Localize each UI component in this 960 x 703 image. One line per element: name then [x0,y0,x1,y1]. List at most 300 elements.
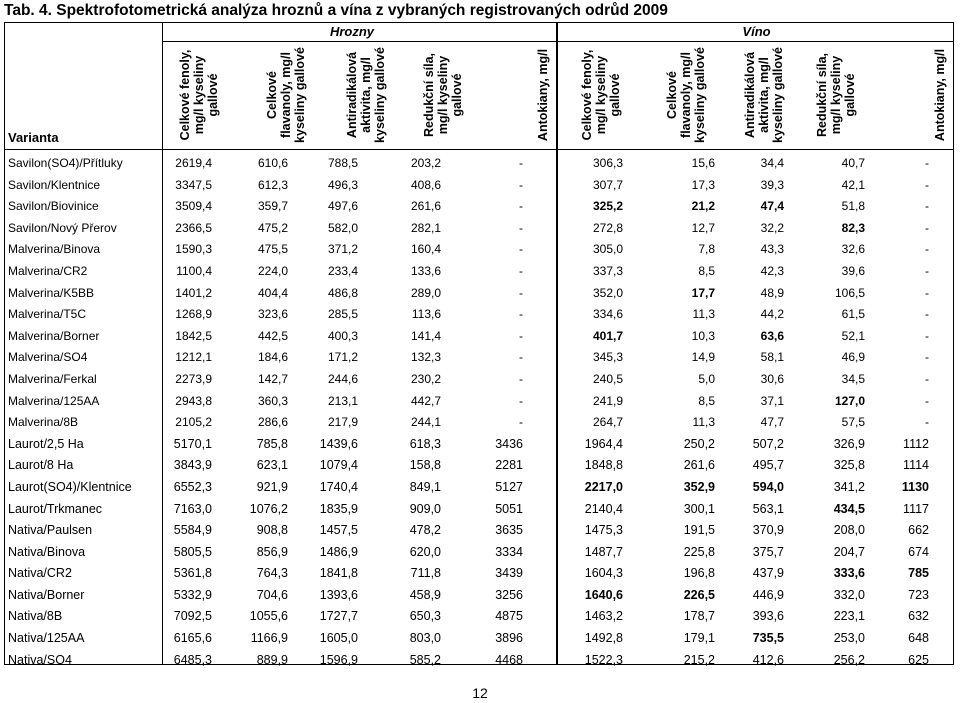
table-cell: 39,3 [760,177,784,192]
table-cell: 2619,4 [175,156,212,170]
table-cell: 662 [908,523,929,538]
table-cell: 1605,0 [319,631,358,646]
table-cell: 47,4 [760,199,784,214]
table-cell: 341,2 [833,479,865,494]
table-cell: 261,6 [683,458,715,473]
table-cell: 610,6 [257,156,288,170]
header-separator [4,149,954,150]
table-cell: 1740,4 [319,479,358,494]
table-cell: 332,0 [833,587,865,602]
table-cell: 7,8 [698,242,715,257]
table-cell: 594,0 [752,479,784,494]
table-cell: 2281 [495,458,523,473]
table-cell: 34,4 [760,156,784,170]
table-cell: 2273,9 [175,371,212,386]
table-cell: 179,1 [683,631,715,646]
table-cell: 1463,2 [584,609,623,624]
table-cell: 5051 [495,501,523,516]
table-cell: - [925,177,929,192]
table-row [4,455,954,477]
table-cell: 475,5 [257,242,288,257]
table-row [4,628,954,650]
table-cell: 3896 [495,631,523,646]
table-cell: 213,1 [327,393,358,408]
table-cell: - [519,156,523,170]
table-cell: 6165,6 [173,631,212,646]
table-cell: 495,7 [752,458,784,473]
table-cell: - [519,393,523,408]
table-cell: 1848,8 [584,458,623,473]
table-cell: 1486,9 [319,544,358,559]
table-cell: 1522,3 [584,652,623,667]
table-cell: 113,6 [411,307,441,322]
table-cell: 1114 [903,458,929,473]
table-cell: 215,2 [683,652,715,667]
table-cell: 264,7 [592,415,623,430]
table-cell: 196,8 [683,566,715,581]
table-cell: 132,3 [410,350,441,365]
table-cell: 285,5 [327,307,358,322]
table-row [4,434,954,456]
table-cell: 908,8 [256,523,288,538]
table-cell: 7163,0 [173,501,212,516]
table-cell: 208,0 [833,523,865,538]
table-row [4,347,954,369]
row-label: Nativa/125AA [8,631,85,646]
table-cell: 1596,9 [319,652,358,667]
table-cell: 282,1 [410,220,441,235]
row-label: Nativa/8B [8,609,63,624]
table-cell: 711,8 [410,566,441,581]
table-cell: 230,2 [410,371,441,386]
table-cell: 393,6 [752,609,784,624]
table-cell: 334,6 [592,307,623,322]
table-cell: 43,3 [760,242,784,257]
row-label: Laurot/2,5 Ha [8,436,84,451]
table-cell: 82,3 [841,220,865,235]
table-cell: 5332,9 [173,587,212,602]
table-cell: 184,6 [257,350,288,365]
table-cell: 7092,5 [173,609,212,624]
table-cell: 226,5 [683,587,715,602]
table-cell: 723 [908,587,929,602]
table-cell: - [519,263,523,278]
row-label: Nativa/SO4 [8,652,72,667]
table-cell: 1604,3 [584,566,623,581]
table-cell: 261,6 [410,199,441,214]
table-cell: 3256 [495,587,523,602]
table-cell: 3439 [495,566,523,581]
row-label: Malverina/Borner [8,328,100,343]
table-cell: 1130 [901,479,929,494]
column-header-label: Antokiany, mg/l [536,48,550,142]
table-cell: 158,8 [409,458,441,473]
table-cell: 286,6 [257,415,288,430]
table-cell: 486,8 [327,285,358,300]
table-cell: 1055,6 [249,609,288,624]
table-cell: 2943,8 [175,393,212,408]
table-row [4,520,954,542]
table-cell: 4468 [495,652,523,667]
table-cell: 14,9 [691,350,715,365]
table-cell: 735,5 [752,631,784,646]
table-cell: 40,7 [841,156,865,170]
table-cell: 371,2 [327,242,358,257]
table-cell: 42,1 [841,177,865,192]
table-cell: 106,5 [834,285,865,300]
table-cell: - [925,415,929,430]
table-cell: 4875 [495,609,523,624]
column-header-label: Celkové flavanoly, mg/l kyseliny gallové [665,47,707,143]
table-cell: 224,0 [257,263,288,278]
table-cell: 1117 [903,501,929,516]
table-cell: 160,4 [410,242,441,257]
group-underline [162,41,954,42]
table-cell: 47,7 [760,415,784,430]
table-cell: 233,4 [327,263,358,278]
table-cell: 1457,5 [319,523,358,538]
table-cell: 650,3 [409,609,441,624]
table-cell: - [925,393,929,408]
row-label: Nativa/CR2 [8,566,72,581]
table-cell: 48,9 [760,285,784,300]
table-cell: 1835,9 [319,501,358,516]
table-cell: 244,6 [327,371,358,386]
table-cell: 333,6 [833,566,865,581]
table-cell: 307,7 [592,177,623,192]
table-cell: 1100,4 [176,263,212,278]
table-cell: 2140,4 [584,501,623,516]
table-cell: 2366,5 [175,220,212,235]
row-label: Savilon(SO4)/Přítluky [8,156,123,170]
table-cell: 1401,2 [175,285,212,300]
row-label: Laurot(SO4)/Klentnice [8,479,132,494]
table-cell: 856,9 [256,544,288,559]
table-cell: - [925,242,929,257]
table-cell: 1475,3 [584,523,623,538]
table-cell: 326,9 [833,436,865,451]
table-cell: - [519,371,523,386]
table-cell: 1393,6 [319,587,358,602]
table-cell: 306,3 [592,156,623,170]
table-cell: 204,7 [833,544,865,559]
table-cell: 203,2 [410,156,441,170]
table-cell: 585,2 [409,652,441,667]
table-cell: 674 [908,544,929,559]
table-cell: 632 [908,609,929,624]
table-row [4,304,954,326]
table-row [4,477,954,499]
table-row [4,326,954,348]
table-cell: 625 [908,652,929,667]
column-header-label: Redukční síla, mg/l kyseliny gallové [422,52,464,138]
table-cell: 30,6 [760,371,784,386]
table-cell: 256,2 [833,652,865,667]
column-header-label: Celkové fenoly, mg/l kyseliny gallové [178,49,220,141]
table-cell: 352,0 [592,285,623,300]
table-cell: - [519,242,523,257]
table-cell: - [925,307,929,322]
row-label: Malverina/8B [8,415,79,430]
table-title: Tab. 4. Spektrofotometrická analýza hroznů a vína z vybraných registrovaných odrůd 2009 [4,2,668,19]
table-cell: 401,7 [592,328,623,343]
table-cell: 458,9 [409,587,441,602]
table-cell: 325,8 [833,458,865,473]
table-cell: 178,7 [683,609,715,624]
table-cell: 142,7 [257,371,288,386]
table-cell: 400,3 [327,328,358,343]
table-cell: - [519,285,523,300]
table-cell: 17,3 [691,177,715,192]
table-cell: 563,1 [752,501,784,516]
table-cell: - [925,220,929,235]
table-row [4,412,954,434]
table-cell: 8,5 [698,263,715,278]
table-cell: 404,4 [257,285,288,300]
column-header-label: Celkové fenoly, mg/l kyseliny gallové [580,49,622,141]
table-cell: 889,9 [256,652,288,667]
table-cell: 507,2 [752,436,784,451]
table-cell: 63,6 [760,328,784,343]
table-cell: 52,1 [841,328,865,343]
row-label: Nativa/Paulsen [8,523,93,538]
table-cell: 412,6 [752,652,784,667]
table-cell: 1590,3 [175,242,212,257]
table-cell: - [519,177,523,192]
table-cell: 325,2 [592,199,623,214]
table-cell: 272,8 [592,220,623,235]
table-cell: 612,3 [257,177,288,192]
table-cell: 478,2 [409,523,441,538]
table-cell: 11,3 [692,307,715,322]
table-cell: 323,6 [257,307,288,322]
table-cell: 359,7 [257,199,288,214]
row-label: Nativa/Binova [8,544,86,559]
table-row [4,283,954,305]
table-cell: - [925,156,929,170]
table-cell: 44,2 [760,307,784,322]
table-cell: 764,3 [256,566,288,581]
table-cell: 3436 [495,436,523,451]
table-cell: 446,9 [752,587,784,602]
table-cell: 437,9 [752,566,784,581]
table-cell: 1640,6 [584,587,623,602]
table-cell: 442,7 [410,393,441,408]
table-row [4,542,954,564]
table-cell: 1842,5 [175,328,212,343]
table-cell: - [519,328,523,343]
table-cell: - [925,263,929,278]
varianta-header: Varianta [8,130,59,145]
table-cell: 6485,3 [173,652,212,667]
table-cell: 3843,9 [173,458,212,473]
table-body [4,153,954,671]
table-row [4,391,954,413]
table-cell: 5584,9 [173,523,212,538]
table-cell: - [925,350,929,365]
table-cell: 51,8 [841,199,865,214]
table-cell: 32,6 [841,242,865,257]
row-label: Laurot/Trkmanec [8,501,103,516]
table-row [4,650,954,672]
table-cell: 244,1 [410,415,441,430]
table-cell: - [519,350,523,365]
table-cell: 788,5 [327,156,358,170]
table-cell: 803,0 [409,631,441,646]
table-cell: 1212,1 [175,350,212,365]
row-label: Malverina/CR2 [8,263,88,278]
table-cell: 241,9 [592,393,623,408]
table-cell: 3635 [495,523,523,538]
table-cell: - [925,285,929,300]
table-cell: 127,0 [834,393,865,408]
table-cell: 375,7 [752,544,784,559]
table-row [4,196,954,218]
table-cell: 21,2 [691,199,715,214]
table-cell: 1439,6 [319,436,358,451]
table-cell: 6552,3 [173,479,212,494]
table-cell: 15,6 [691,156,715,170]
table-cell: 37,1 [760,393,784,408]
table-row [4,563,954,585]
table-cell: 39,6 [841,263,865,278]
table-row [4,585,954,607]
table-cell: - [519,307,523,322]
table-cell: 191,5 [683,523,715,538]
table-cell: 2217,0 [584,479,623,494]
table-cell: 849,1 [409,479,441,494]
table-cell: 240,5 [592,371,623,386]
table-cell: 785,8 [256,436,288,451]
table-cell: 289,0 [410,285,441,300]
table-row [4,153,954,175]
table-cell: - [925,328,929,343]
table-cell: 133,6 [410,263,441,278]
row-label: Laurot/8 Ha [8,458,74,473]
table-cell: - [925,371,929,386]
table-cell: 785 [908,566,929,581]
table-cell: 1076,2 [249,501,288,516]
table-cell: 1841,8 [319,566,358,581]
table-cell: 217,9 [327,415,358,430]
column-header-label: Antiradikálová aktivita, mg/l kyseliny gallové [345,47,387,143]
table-row [4,218,954,240]
row-label: Malverina/125AA [8,393,100,408]
table-cell: - [925,199,929,214]
table-cell: 434,5 [833,501,865,516]
group-header-wine: Víno [742,24,771,39]
table-cell: 5805,5 [173,544,212,559]
table-cell: 171,2 [327,350,358,365]
group-header-grapes: Hrozny [329,24,375,39]
table-cell: - [519,199,523,214]
table-cell: - [519,415,523,430]
table-cell: 497,6 [327,199,358,214]
table-row [4,261,954,283]
table-cell: 305,0 [592,242,623,257]
table-cell: 442,5 [257,328,288,343]
table-cell: 8,5 [698,393,715,408]
table-cell: 34,5 [841,371,865,386]
table-cell: 370,9 [752,523,784,538]
table-cell: 352,9 [683,479,715,494]
table-cell: 57,5 [841,415,865,430]
table-cell: 1079,4 [319,458,358,473]
table-cell: 223,1 [833,609,865,624]
table-cell: 1268,9 [175,307,212,322]
column-header-label: Redukční síla, mg/l kyseliny gallové [815,52,857,138]
table-cell: 3334 [495,544,523,559]
table-cell: 360,3 [257,393,288,408]
table-cell: 1964,4 [584,436,623,451]
table-cell: 921,9 [256,479,288,494]
table-cell: 496,3 [327,177,358,192]
table-cell: 32,2 [760,220,784,235]
row-label: Malverina/SO4 [8,350,88,365]
table-cell: 345,3 [592,350,623,365]
table-cell: 5127 [495,479,523,494]
row-label: Nativa/Borner [8,587,85,602]
row-label: Malverina/K5BB [8,285,95,300]
table-cell: 11,3 [692,415,715,430]
row-label: Malverina/Ferkal [8,371,97,386]
row-label: Malverina/T5C [8,307,87,322]
table-cell: 42,3 [760,263,784,278]
table-row [4,499,954,521]
table-cell: 704,6 [256,587,288,602]
table-cell: 300,1 [683,501,715,516]
table-cell: 12,7 [691,220,715,235]
table-cell: 3509,4 [175,199,212,214]
page-number: 12 [472,685,488,701]
column-header-label: Antiradikálová aktivita, mg/l kyseliny gallové [743,47,785,143]
row-label: Malverina/Binova [8,242,101,257]
table-cell: 618,3 [409,436,441,451]
table-cell: 250,2 [683,436,715,451]
table-cell: 1492,8 [584,631,623,646]
table-row [4,606,954,628]
table-cell: 5170,1 [173,436,212,451]
table-cell: 58,1 [760,350,784,365]
table-cell: - [519,220,523,235]
table-cell: 582,0 [327,220,358,235]
table-cell: 337,3 [592,263,623,278]
table-cell: 225,8 [683,544,715,559]
table-cell: 5,0 [698,371,715,386]
table-cell: 141,4 [410,328,441,343]
table-cell: 2105,2 [175,415,212,430]
column-header-label: Celkové flavanoly, mg/l kyseliny gallové [265,47,307,143]
table-cell: 1166,9 [250,631,288,646]
table-cell: 46,9 [841,350,865,365]
table-row [4,175,954,197]
table-cell: 17,7 [691,285,715,300]
table-cell: 408,6 [410,177,441,192]
table-row [4,369,954,391]
table-cell: 1487,7 [584,544,623,559]
table-cell: 3347,5 [175,177,212,192]
row-label: Savilon/Klentnice [8,177,101,192]
table-cell: 909,0 [409,501,441,516]
table-cell: 620,0 [409,544,441,559]
table-cell: 5361,8 [173,566,212,581]
column-header-label: Antokiany, mg/l [933,48,947,142]
table-cell: 623,1 [256,458,288,473]
table-cell: 648 [908,631,929,646]
table-cell: 1112 [903,436,929,451]
row-label: Savilon/Nový Přerov [8,220,117,235]
table-cell: 1727,7 [319,609,358,624]
